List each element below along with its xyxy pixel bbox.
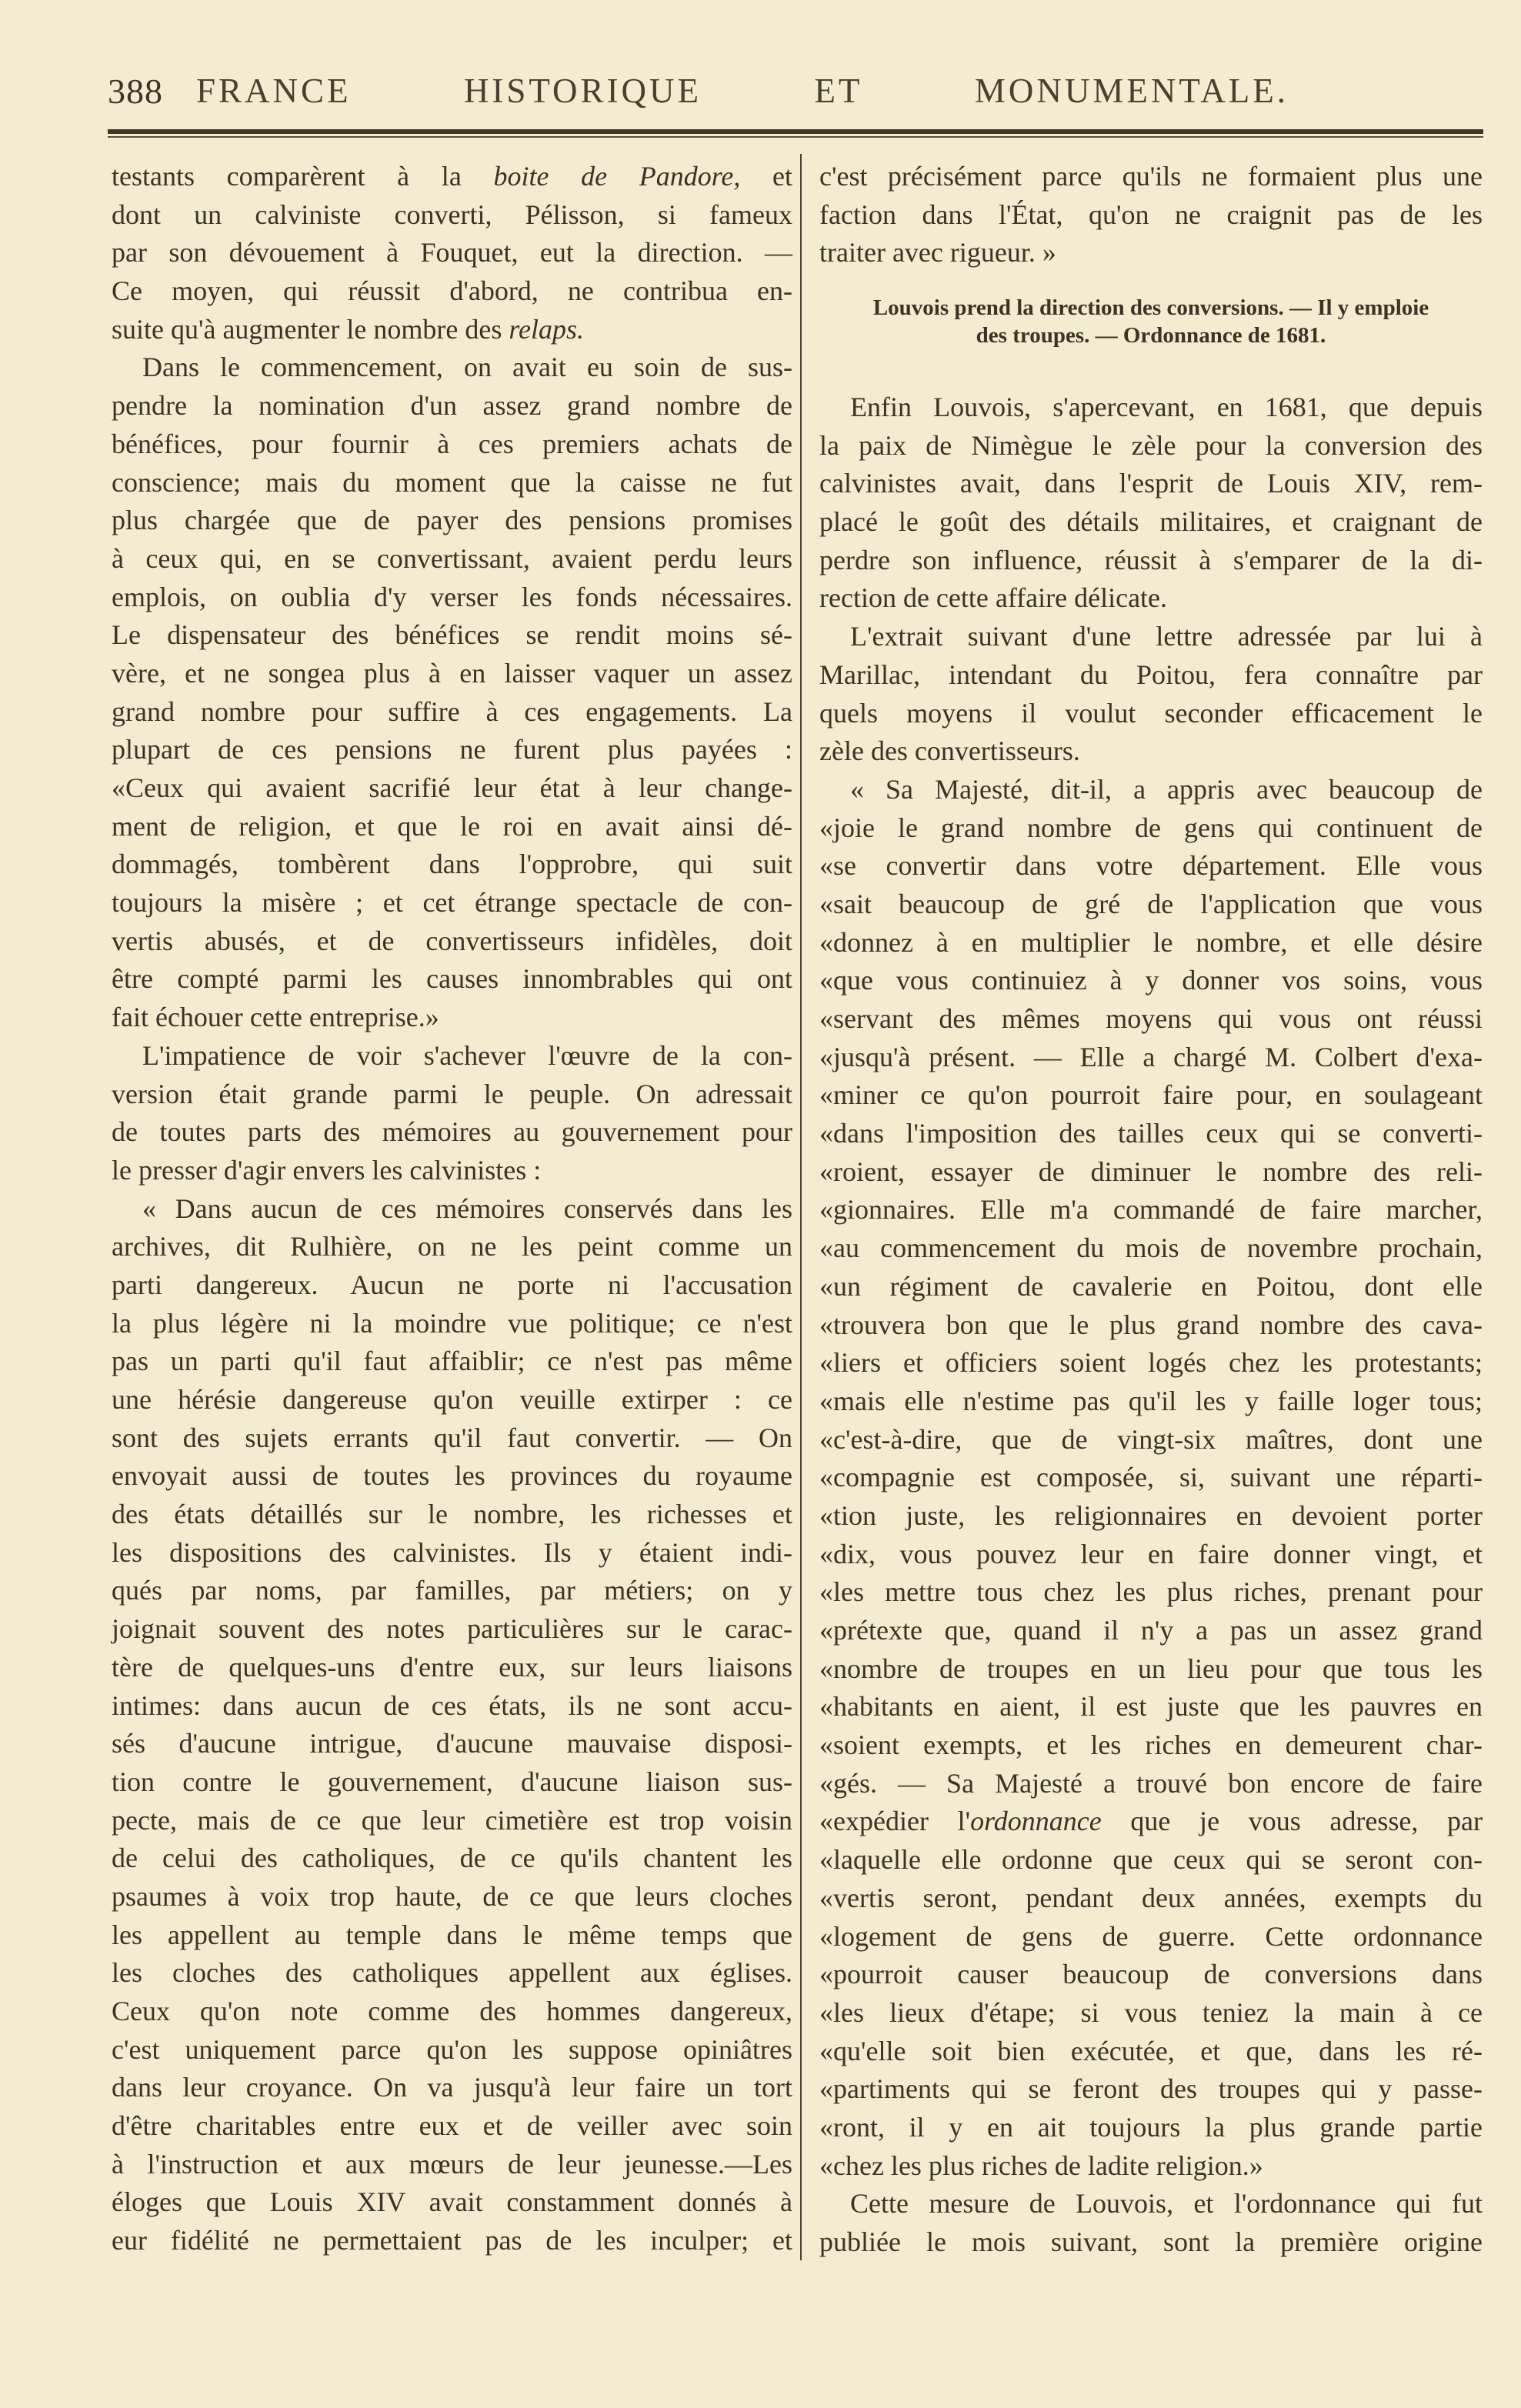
text-line [819,465,1483,503]
text-line [819,1536,1483,1574]
text-line [819,427,1483,465]
text-segment: psaumes à voix trop haute, de ce que leurs cloches [112,1880,792,1912]
text-segment: version était grande parmi le peuple. On adressait [112,1078,792,1109]
text-line [112,1228,792,1266]
text-line [819,1994,1483,2033]
paragraph [819,2185,1483,2261]
italic-text: relaps. [509,313,584,345]
text-segment: «dix, vous pouvez leur en faire donner vingt, et [819,1538,1483,1569]
text-line [112,922,792,961]
text-segment: «logement de gens de guerre. Cette ordonnance [819,1920,1483,1952]
text-line [112,655,792,693]
text-segment: L'extrait suivant d'une lettre adressée par lui à [850,621,1483,652]
text-line [112,1802,792,1840]
text-segment: «ront, il y en ait toujours la plus grande partie [819,2111,1483,2143]
text-segment: la paix de Nimègue le zèle pour la conversion des [819,429,1483,461]
text-line [112,1076,792,1114]
text-line [819,1726,1483,1765]
text-line [112,1687,792,1726]
text-line [819,1918,1483,1956]
text-segment: pecte, mais de ce que leur cimetière est trop voisin [112,1804,792,1836]
text-line [112,2183,792,2222]
text-line [112,196,792,235]
text-segment: «vertis seront, pendant deux années, exempts du [819,1882,1483,1913]
text-segment: envoyait aussi de toutes les provinces du royaume [112,1460,792,1492]
text-segment: ment de religion, et que le roi en avait ainsi dé- [112,810,792,842]
text-segment: pendre la nomination d'un assez grand nombre de [112,390,792,422]
text-segment: bénéfices, pour fournir à ces premiers achats de [112,428,792,459]
text-segment: une hérésie dangereuse qu'on veuille extirper : ce [112,1384,792,1415]
text-line [112,387,792,425]
paragraph [112,158,792,349]
text-line [819,1306,1483,1345]
text-line [819,656,1483,695]
paragraph [819,158,1483,272]
text-segment: calvinistes avait, dans l'esprit de Louis XIV, rem- [819,468,1483,499]
text-line [819,2033,1483,2071]
italic-text: boite de Pandore, [493,161,741,192]
text-line [112,1419,792,1458]
text-segment: vère, et ne songea plus à en laisser vaquer un assez [112,657,792,689]
text-segment: de toutes parts des mémoires au gouvernement pour [112,1116,792,1148]
text-segment: «qu'elle soit bien exécutée, et que, dans les ré- [819,2035,1483,2066]
text-segment: testants comparèrent à la [112,161,494,192]
text-segment: plupart de ces pensions ne furent plus payées : [112,734,792,765]
text-line [819,2185,1483,2223]
text-line [112,1152,792,1190]
text-segment: et [740,161,793,192]
text-segment: qués par noms, par familles, par métiers; on y [112,1575,792,1606]
text-line [819,1382,1483,1421]
text-segment: à l'instruction et aux mœurs de leur jeunesse.—Les [112,2148,792,2180]
text-segment: «dans l'imposition des tailles ceux qui se converti- [819,1118,1483,1149]
text-line [819,695,1483,733]
text-segment: «pourroit causer beaucoup de conversions dans [819,1959,1483,1990]
text-segment: vertis abusés, et de convertisseurs infidèles, doit [112,925,792,956]
text-line [819,2070,1483,2109]
left-column [112,158,792,2260]
text-line [112,1113,792,1152]
header-rule-thin [108,136,1483,138]
text-line [819,1612,1483,1650]
text-line [112,272,792,311]
text-segment: placé le goût des détails militaires, et craignant de [819,506,1483,538]
text-line [819,809,1483,848]
text-line [819,885,1483,924]
text-segment: toujours la misère ; et cet étrange spectacle de con- [112,887,792,919]
text-line [819,158,1483,196]
text-segment: «jusqu'à présent. — Elle a chargé M. Colbert d'exa- [819,1041,1483,1072]
text-line [112,960,792,999]
text-line [819,618,1483,656]
text-segment: parti dangereux. Aucun ne porte ni l'accusation [112,1269,792,1300]
text-segment: publiée le mois suivant, sont la première origine [819,2226,1483,2257]
text-line [112,616,792,655]
text-line [112,234,792,272]
text-line [112,464,792,502]
text-segment: «que vous continuiez à y donner vos soins, vous [819,965,1483,996]
text-line [819,1229,1483,1268]
paragraph [112,349,792,1036]
text-segment: «au commencement du mois de novembre prochain, [819,1232,1483,1264]
text-segment: la plus légère ni la moindre vue politique; ce n'est [112,1307,792,1339]
text-line [819,1191,1483,1229]
text-segment: «Ceux qui avaient sacrifié leur état à leur change- [112,772,792,803]
text-line [819,1421,1483,1459]
text-line [112,1037,792,1076]
text-line [112,158,792,196]
text-segment: à ceux qui, en se convertissant, avaient perdu leurs [112,542,792,574]
text-line [112,999,792,1037]
text-segment: « Dans aucun de ces mémoires conservés dans les [142,1192,792,1224]
text-line [112,1763,792,1802]
text-segment: «partiments qui se feront des troupes qui y passe- [819,2073,1483,2105]
text-line [112,425,792,464]
text-line [819,234,1483,272]
text-line [112,731,792,769]
text-segment: «habitants en aient, il est juste que les pauvres en [819,1691,1483,1723]
text-line [819,1459,1483,1497]
text-segment: joignait souvent des notes particulières sur le carac- [112,1613,792,1645]
text-line [112,2107,792,2146]
text-segment: Cette mesure de Louvois, et l'ordonnance qui fut [850,2188,1483,2220]
text-line [112,1878,792,1916]
text-line [819,1039,1483,1077]
text-segment: «gionnaires. Elle m'a commandé de faire marcher, [819,1194,1483,1226]
italic-text: ordonnance [970,1806,1102,1837]
text-segment: «servant des mêmes moyens qui vous ont réussi [819,1003,1483,1034]
text-segment: «expédier l' [819,1806,971,1837]
text-line [819,1000,1483,1039]
text-segment: «gés. — Sa Majesté a trouvé bon encore de faire [819,1767,1483,1799]
text-segment: L'impatience de voir s'achever l'œuvre de la con- [142,1039,792,1071]
text-line [112,1916,792,1955]
text-segment: traiter avec rigueur. » [819,237,1056,268]
text-line [112,1993,792,2031]
text-segment: «c'est-à-dire, que de vingt-six maîtres, dont une [819,1423,1483,1455]
text-line [819,771,1483,809]
text-line [112,693,792,732]
text-segment: «nombre de troupes en un lieu pour que tous les [819,1653,1483,1684]
text-segment: zèle des convertisseurs. [819,735,1080,767]
text-segment: Le dispensateur des bénéfices se rendit moins sé- [112,619,792,651]
text-segment: dommagés, tombèrent dans l'opprobre, qui suit [112,849,792,880]
text-line [112,884,792,922]
paragraph [819,389,1483,618]
text-line [112,1381,792,1419]
text-line [112,2031,792,2069]
text-line [819,1956,1483,1994]
text-segment: «laquelle elle ordonne que ceux qui se seront con- [819,1844,1483,1876]
text-line [112,808,792,846]
text-line [112,579,792,617]
text-segment: le presser d'agir envers les calvinistes : [112,1154,542,1186]
text-segment: être compté parmi les causes innombrables qui ont [112,963,792,995]
text-segment: «les lieux d'étape; si vous teniez la main à ce [819,1996,1483,2028]
text-segment: quels moyens il voulut seconder efficacement le [819,697,1483,729]
text-line [819,962,1483,1000]
text-segment: des états détaillés sur le nombre, les richesses et [112,1499,792,1530]
text-segment: intimes: dans aucun de ces états, ils ne sont accu- [112,1689,792,1721]
page-number: 388 [108,72,163,111]
text-line [819,924,1483,962]
text-line [819,1268,1483,1306]
text-segment: «mais elle n'estime pas qu'il les y faille loger tous; [819,1385,1483,1416]
text-segment: fait échouer cette entreprise.» [112,1002,439,1033]
section-heading-line: Louvois prend la direction des conversions. — Il y emploie [872,295,1429,320]
text-segment: «compagnie est composée, si, suivant une réparti- [819,1462,1483,1493]
text-segment: plus chargée que de payer des pensions promises [112,505,792,536]
text-line [112,540,792,579]
text-segment: rection de cette affaire délicate. [819,582,1168,614]
text-line [112,1266,792,1305]
text-line [112,1954,792,1993]
text-line [112,311,792,349]
text-segment: «les mettre tous chez les plus riches, prenant pour [819,1576,1483,1608]
text-segment: «tion juste, les religionnaires en devoient porter [819,1499,1483,1531]
text-segment: eur fidélité ne permettaient pas de les inculper; et [112,2225,792,2256]
text-segment: les dispositions des calvinistes. Ils y étaient indi- [112,1536,792,1568]
text-segment: Ceux qu'on note comme des hommes dangereux, [112,1996,792,2026]
text-segment: Marillac, intendant du Poitou, fera connaître par [819,659,1483,690]
text-segment: tère de quelques-uns d'entre eux, sur leurs liaisons [112,1651,792,1683]
text-line [819,1076,1483,1115]
text-segment: c'est précisément parce qu'ils ne formaient plus une [819,161,1483,192]
text-line [112,1649,792,1687]
text-segment: perdre son influence, réussit à s'emparer de la di- [819,544,1483,575]
text-line [112,502,792,540]
text-line [112,1534,792,1573]
text-line [819,579,1483,618]
section-heading-line: des troupes. — Ordonnance de 1681. [976,323,1326,348]
right-column-body [819,389,1483,2262]
text-segment: «se convertir dans votre département. Elle vous [819,850,1483,882]
text-line [819,1803,1483,1841]
text-segment: conscience; mais du moment que la caisse ne fut [112,466,792,498]
paragraph [112,1037,792,1190]
text-line [819,1344,1483,1382]
paragraph [112,1190,792,2260]
text-line [112,1190,792,1229]
text-segment: c'est uniquement parce qu'on les suppose opiniâtres [112,2033,792,2065]
text-line [819,1153,1483,1192]
text-line [112,769,792,808]
text-line [112,2069,792,2107]
text-line [819,1879,1483,1918]
text-segment: emplois, on oublia d'y verser les fonds nécessaires. [112,581,792,612]
text-line [819,1115,1483,1153]
text-line [112,845,792,884]
running-title: FRANCE HISTORIQUE ET MONUMENTALE. [196,72,1289,110]
text-line [112,349,792,387]
text-line [819,542,1483,580]
text-segment: sés d'aucune intrigue, d'aucune mauvaise disposi- [112,1728,792,1759]
text-segment: «sait beaucoup de gré de l'application que vous [819,888,1483,919]
text-line [819,1765,1483,1803]
text-line [819,1497,1483,1536]
section-heading [819,294,1483,349]
right-column-top [819,158,1483,272]
text-segment: «prétexte que, quand il n'y a pas un assez grand [819,1615,1483,1646]
text-segment: pas un parti qu'il faut affaiblir; ce n'est pas même [112,1346,792,1377]
text-line [819,2147,1483,2186]
text-line [112,1342,792,1381]
text-segment: tion contre le gouvernement, d'aucune liaison sus- [112,1766,792,1797]
text-line [819,2109,1483,2147]
text-line [112,1839,792,1878]
paragraph [819,618,1483,771]
text-segment: sont des sujets errants qu'il faut convertir. — On [112,1422,792,1453]
text-segment: les appellent au temple dans le même temps que [112,1919,792,1950]
text-line [112,1725,792,1763]
text-segment: suite qu'à augmenter le nombre des [112,313,509,345]
text-segment: « Sa Majesté, dit-il, a appris avec beaucoup de [850,773,1483,805]
text-segment: de celui des catholiques, de ce qu'ils chantent les [112,1843,792,1874]
column-divider [800,154,802,2260]
text-segment: d'être charitables entre eux et de veiller avec soin [112,2110,792,2142]
text-line [112,2146,792,2184]
text-segment: dont un calviniste converti, Pélisson, si fameux [112,198,792,230]
text-segment: Ce moyen, qui réussit d'abord, ne contribua en- [112,275,792,307]
text-segment: «miner ce qu'on pourroit faire pour, en soulageant [819,1079,1483,1111]
text-line [819,2223,1483,2262]
text-segment: archives, dit Rulhière, on ne les peint comme un [112,1231,792,1262]
text-line [112,2222,792,2260]
text-line [112,1610,792,1649]
text-line [819,1573,1483,1612]
text-segment: les cloches des catholiques appellent aux églises. [112,1957,792,1989]
text-segment: «roient, essayer de diminuer le nombre des reli- [819,1156,1483,1187]
text-line [112,1496,792,1534]
text-line [819,1650,1483,1689]
text-segment: «soient exempts, et les riches en demeurent char- [819,1729,1483,1761]
text-segment: «liers et officiers soient logés chez les protestants; [819,1347,1483,1379]
text-line [819,732,1483,771]
paragraph [819,771,1483,2185]
text-line [819,196,1483,235]
text-segment: dans leur croyance. On va jusqu'à leur faire un tort [112,2072,792,2103]
text-segment: Dans le commencement, on avait eu soin de sus- [142,352,792,383]
text-segment: faction dans l'État, qu'on ne craignit pas de les [819,198,1483,230]
text-line [819,1688,1483,1726]
text-segment: grand nombre pour suffire à ces engagements. La [112,695,792,727]
text-segment: par son dévouement à Fouquet, eut la direction. — [112,237,792,268]
text-line [819,847,1483,885]
text-segment: Enfin Louvois, s'apercevant, en 1681, que depuis [850,392,1483,422]
text-segment: «chez les plus riches de ladite religion.» [819,2150,1263,2181]
text-segment: que je vous adresse, par [1101,1806,1483,1837]
text-segment: «un régiment de cavalerie en Poitou, dont elle [819,1270,1483,1302]
header-rule [108,129,1483,134]
text-line [819,1841,1483,1879]
text-line [112,1305,792,1343]
text-line [112,1572,792,1610]
text-segment: «joie le grand nombre de gens qui continuent de [819,812,1483,843]
text-segment: «donnez à en multiplier le nombre, et elle désire [819,926,1483,958]
text-line [819,503,1483,542]
text-segment: éloges que Louis XIV avait constamment donnés à [112,2186,792,2218]
text-line [112,1457,792,1496]
text-segment: «trouvera bon que le plus grand nombre des cava- [819,1309,1483,1340]
text-line [819,389,1483,427]
